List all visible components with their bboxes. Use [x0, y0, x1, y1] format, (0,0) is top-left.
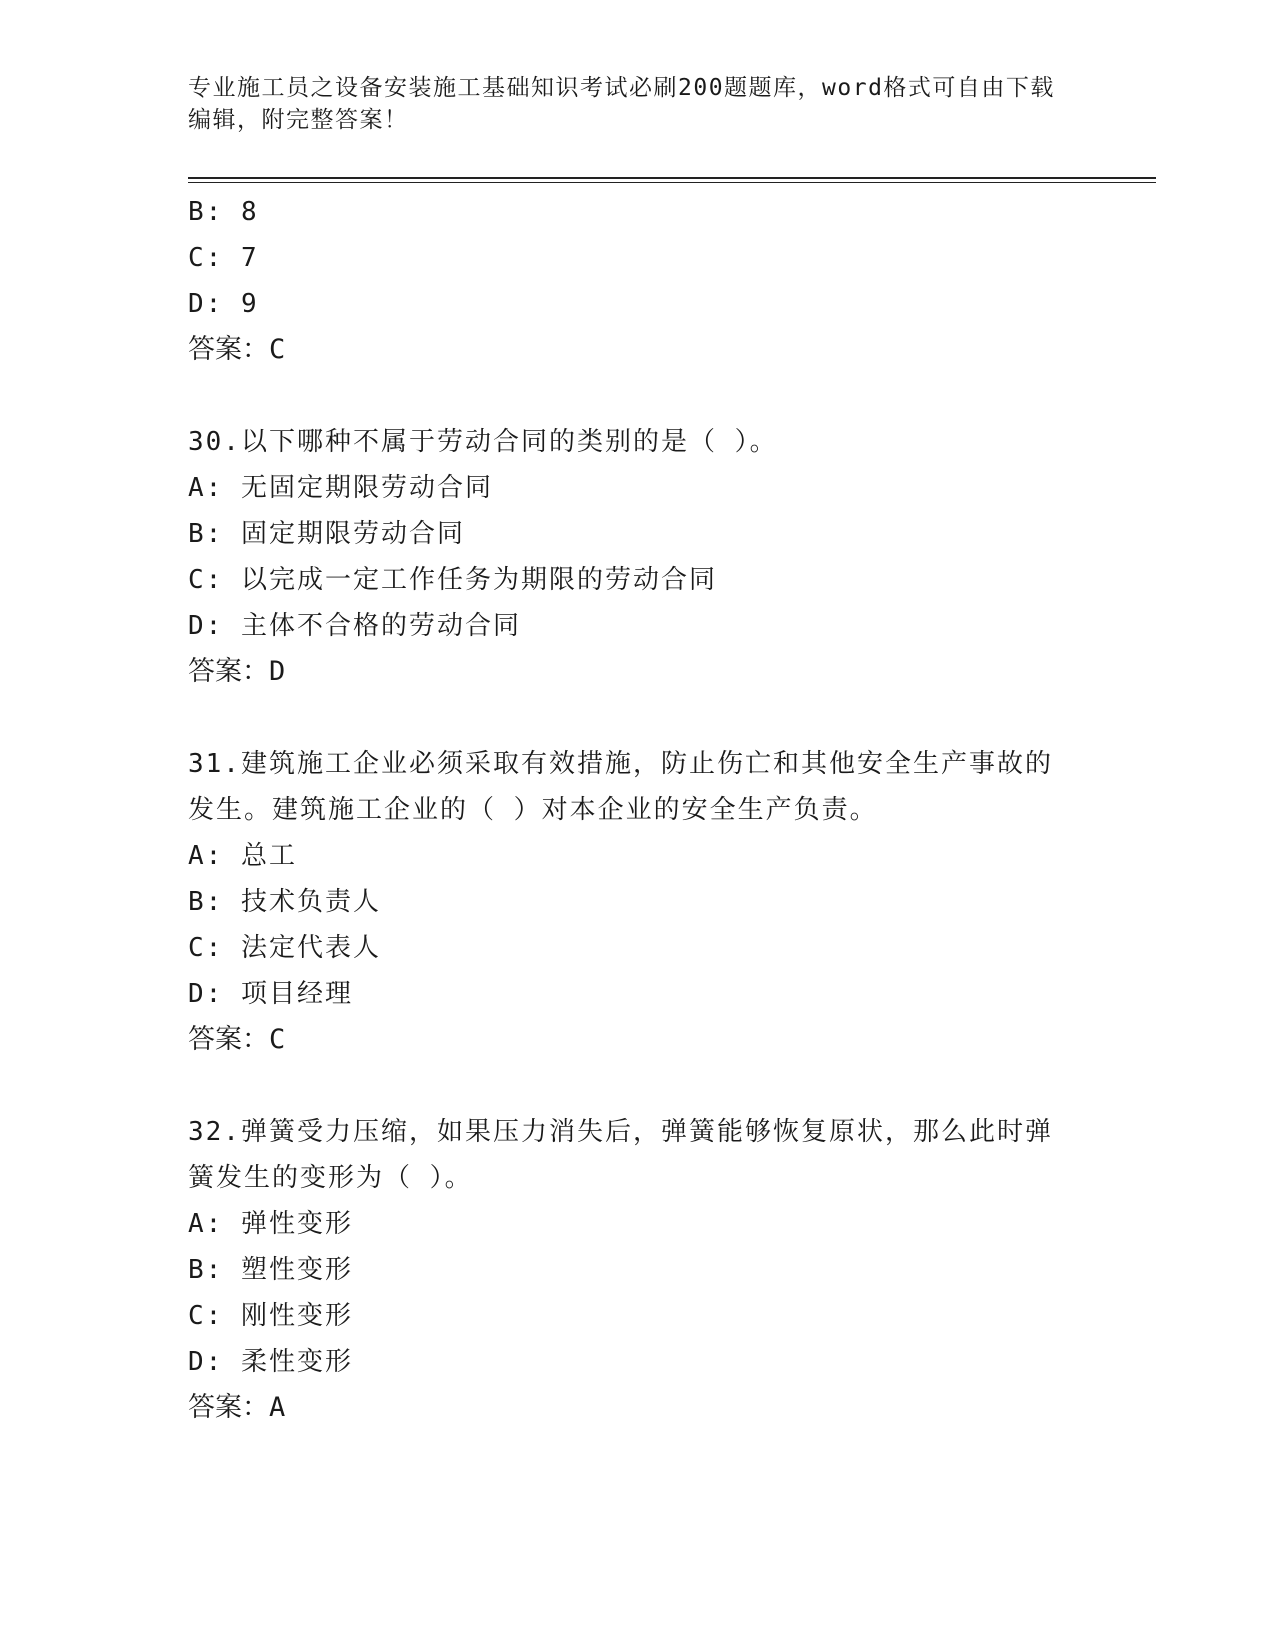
- option-d: D: 9: [188, 289, 259, 319]
- answer-line: [188, 1385, 1088, 1431]
- header-line-1: 专业施工员之设备安装施工基础知识考试必刷200题题库，word格式可自由下载: [188, 75, 1055, 101]
- option-a: A: 总工: [188, 841, 297, 871]
- answer-value: D: [269, 656, 286, 687]
- question-block-31: [188, 741, 1088, 1063]
- option-a: A: 无固定期限劳动合同: [188, 473, 493, 503]
- answer-line: [188, 649, 1088, 695]
- option-d: D: 柔性变形: [188, 1347, 353, 1377]
- option-b: B: 塑性变形: [188, 1255, 353, 1285]
- answer-label: 答案：: [188, 656, 269, 687]
- option-b: B: 固定期限劳动合同: [188, 519, 465, 549]
- header-rule-thin: [188, 182, 1156, 183]
- answer-label: 答案：: [188, 334, 269, 365]
- answer-value: C: [269, 334, 286, 365]
- question-text-line-1: 32.弹簧受力压缩，如果压力消失后，弹簧能够恢复原状，那么此时弹: [188, 1117, 1053, 1147]
- option-b: B: 技术负责人: [188, 887, 381, 917]
- question-text-line-1: 31.建筑施工企业必须采取有效措施，防止伤亡和其他安全生产事故的: [188, 749, 1053, 779]
- option-d: D: 主体不合格的劳动合同: [188, 611, 521, 641]
- header-line-2: 编辑，附完整答案！: [188, 107, 409, 133]
- question-block-30: [188, 419, 1088, 695]
- option-c: C: 以完成一定工作任务为期限的劳动合同: [188, 565, 717, 595]
- option-a: A: 弹性变形: [188, 1209, 353, 1239]
- answer-value: A: [269, 1392, 286, 1423]
- document-header: [188, 72, 1088, 136]
- option-c: C: 法定代表人: [188, 933, 381, 963]
- document-body: [188, 189, 1088, 1431]
- answer-label: 答案：: [188, 1392, 269, 1423]
- answer-label: 答案：: [188, 1024, 269, 1055]
- option-c: C: 刚性变形: [188, 1301, 353, 1331]
- header-rule-thick: [188, 177, 1156, 179]
- option-d: D: 项目经理: [188, 979, 353, 1009]
- answer-line: [188, 1017, 1088, 1063]
- option-c: C: 7: [188, 243, 259, 273]
- question-text-line-2: 簧发生的变形为（ ）。: [188, 1163, 473, 1193]
- answer-line: [188, 327, 1088, 373]
- question-text: 30.以下哪种不属于劳动合同的类别的是（ ）。: [188, 427, 778, 457]
- question-block-29-continued: [188, 189, 1088, 373]
- question-text-line-2: 发生。建筑施工企业的（ ）对本企业的安全生产负责。: [188, 795, 878, 825]
- question-block-32: [188, 1109, 1088, 1431]
- answer-value: C: [269, 1024, 286, 1055]
- option-b: B: 8: [188, 197, 259, 227]
